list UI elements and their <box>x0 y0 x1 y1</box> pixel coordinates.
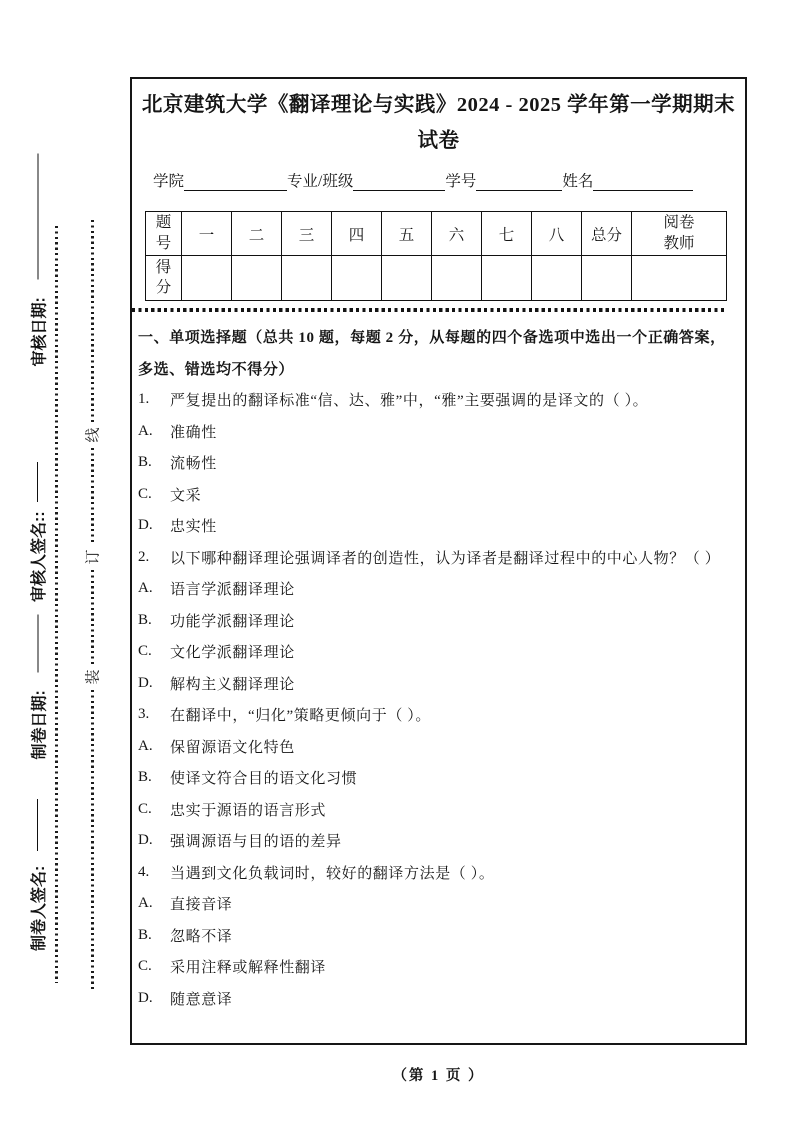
paper-maker-signature-label: 制卷人签名: <box>30 865 48 951</box>
question-3-option-b[interactable] <box>138 762 745 794</box>
score-row-header: 得分 <box>146 256 182 301</box>
option-label: C. <box>138 958 152 975</box>
option-text: 强调源语与目的语的差异 <box>170 834 342 851</box>
option-text: 保留源语文化特色 <box>170 739 295 756</box>
score-cell[interactable] <box>532 256 582 301</box>
question-2-option-c[interactable] <box>138 636 745 668</box>
option-text: 忠实于源语的语言形式 <box>170 802 327 819</box>
option-text: 忠实性 <box>170 519 217 536</box>
score-table <box>145 211 727 301</box>
paper-maker-signature-blank[interactable] <box>37 799 38 851</box>
review-date-blank[interactable] <box>37 154 38 280</box>
reviewer-signature-blank[interactable] <box>37 462 38 502</box>
binding-line-segment <box>91 448 94 544</box>
question-2-number: 2. <box>138 548 150 565</box>
score-cell[interactable] <box>332 256 382 301</box>
reviewer-signature-label: 审核人签名:: <box>30 511 48 602</box>
binding-char-ding: 订 <box>85 549 102 565</box>
score-cell-grader[interactable] <box>632 256 727 301</box>
score-table-header-row <box>146 212 727 256</box>
question-1-option-c[interactable] <box>138 479 745 511</box>
paper-made-date-label: 制卷日期: <box>31 690 48 760</box>
binding-line-segment <box>91 690 94 992</box>
question-4 <box>138 857 745 889</box>
binding-line-segment <box>91 220 94 422</box>
col-header-3: 三 <box>282 212 332 256</box>
question-2-text: 以下哪种翻译理论强调译者的创造性，认为译者是翻译过程中的中心人物？（ ） <box>170 550 721 567</box>
question-2-option-d[interactable] <box>138 668 745 700</box>
col-header-grader: 阅卷教师 <box>632 212 727 256</box>
name-blank[interactable] <box>593 172 693 191</box>
option-label: A. <box>138 580 153 597</box>
question-1 <box>138 384 745 416</box>
binding-dotted-line-outer <box>83 220 101 992</box>
question-1-text: 严复提出的翻译标准“信、达、雅”中，“雅”主要强调的是译文的（ ）。 <box>170 393 649 410</box>
score-cell[interactable] <box>282 256 332 301</box>
question-3-number: 3. <box>138 706 150 723</box>
option-text: 准确性 <box>170 424 217 441</box>
student-info-row <box>132 169 745 191</box>
option-label: C. <box>138 485 152 502</box>
col-header-8: 八 <box>532 212 582 256</box>
score-cell[interactable] <box>232 256 282 301</box>
student-id-blank[interactable] <box>476 172 562 191</box>
paper-maker-signature-field <box>24 799 50 951</box>
score-cell[interactable] <box>432 256 482 301</box>
col-header-2: 二 <box>232 212 282 256</box>
option-text: 使译文符合目的语文化习惯 <box>170 771 358 788</box>
question-4-option-d[interactable] <box>138 983 745 1015</box>
question-2 <box>138 542 745 574</box>
col-header-7: 七 <box>482 212 532 256</box>
question-3-option-a[interactable] <box>138 731 745 763</box>
option-text: 随意意译 <box>170 991 233 1008</box>
exam-title-line2: 试卷 <box>417 130 460 152</box>
option-text: 功能学派翻译理论 <box>170 613 295 630</box>
option-text: 采用注释或解释性翻译 <box>170 960 327 977</box>
major-class-label: 专业/班级 <box>287 173 354 190</box>
option-text: 解构主义翻译理论 <box>170 676 295 693</box>
score-cell[interactable] <box>482 256 532 301</box>
col-header-4: 四 <box>332 212 382 256</box>
option-label: D. <box>138 517 153 534</box>
binding-dotted-line-inner <box>55 226 58 983</box>
option-label: C. <box>138 800 152 817</box>
binding-char-zhuang: 装 <box>85 669 102 685</box>
dotted-separator <box>132 308 725 312</box>
option-label: B. <box>138 926 152 943</box>
question-4-option-c[interactable] <box>138 951 745 983</box>
binding-char-xian: 线 <box>85 427 102 443</box>
question-2-option-b[interactable] <box>138 605 745 637</box>
review-date-label: 审核日期: <box>31 297 48 367</box>
question-1-option-b[interactable] <box>138 447 745 479</box>
exam-content-box <box>130 77 747 1045</box>
page-number: （第 1 页 ） <box>392 1068 485 1084</box>
option-text: 流畅性 <box>170 456 217 473</box>
option-label: A. <box>138 422 153 439</box>
option-text: 文采 <box>170 487 202 504</box>
exam-title-line1: 北京建筑大学《翻译理论与实践》2024 - 2025 学年第一学期期末 <box>141 94 736 116</box>
question-4-text: 当遇到文化负载词时，较好的翻译方法是（ ）。 <box>170 865 495 882</box>
option-label: B. <box>138 769 152 786</box>
option-label: B. <box>138 611 152 628</box>
binding-line-segment <box>91 570 94 664</box>
question-1-option-a[interactable] <box>138 416 745 448</box>
question-3-text: 在翻译中，“归化”策略更倾向于（ ）。 <box>170 708 431 725</box>
option-label: D. <box>138 989 153 1006</box>
score-cell-total[interactable] <box>582 256 632 301</box>
col-header-total: 总分 <box>582 212 632 256</box>
reviewer-signature-field <box>24 462 50 602</box>
option-text: 忽略不译 <box>170 928 233 945</box>
major-class-blank[interactable] <box>353 172 445 191</box>
question-3-option-d[interactable] <box>138 825 745 857</box>
score-cell[interactable] <box>182 256 232 301</box>
option-text: 直接音译 <box>170 897 233 914</box>
question-3-option-c[interactable] <box>138 794 745 826</box>
paper-made-date-blank[interactable] <box>37 615 38 673</box>
option-label: A. <box>138 737 153 754</box>
score-cell[interactable] <box>382 256 432 301</box>
question-4-number: 4. <box>138 863 150 880</box>
option-label: D. <box>138 832 153 849</box>
col-header-5: 五 <box>382 212 432 256</box>
section-heading-line1: 一、单项选择题（总共 10 题，每题 2 分，从每题的四个备选项中选出一个正确答案， <box>138 330 726 347</box>
option-text: 文化学派翻译理论 <box>170 645 295 662</box>
review-date-field <box>25 154 51 367</box>
question-1-number: 1. <box>138 391 150 408</box>
option-label: B. <box>138 454 152 471</box>
score-table-score-row <box>146 256 727 301</box>
col-header-1: 一 <box>182 212 232 256</box>
option-label: A. <box>138 895 153 912</box>
question-number-header: 题号 <box>146 212 182 256</box>
option-text: 语言学派翻译理论 <box>170 582 295 599</box>
college-label: 学院 <box>153 173 185 190</box>
questions-section <box>132 321 745 1014</box>
section-heading-line2: 多选、错选均不得分） <box>138 361 295 378</box>
name-label: 姓名 <box>562 173 594 190</box>
question-1-option-d[interactable] <box>138 510 745 542</box>
question-3 <box>138 699 745 731</box>
paper-made-date-field <box>25 615 51 760</box>
question-2-option-a[interactable] <box>138 573 745 605</box>
student-id-label: 学号 <box>445 173 477 190</box>
question-4-option-b[interactable] <box>138 920 745 952</box>
option-label: D. <box>138 674 153 691</box>
col-header-6: 六 <box>432 212 482 256</box>
option-label: C. <box>138 643 152 660</box>
college-blank[interactable] <box>184 172 287 191</box>
question-4-option-a[interactable] <box>138 888 745 920</box>
